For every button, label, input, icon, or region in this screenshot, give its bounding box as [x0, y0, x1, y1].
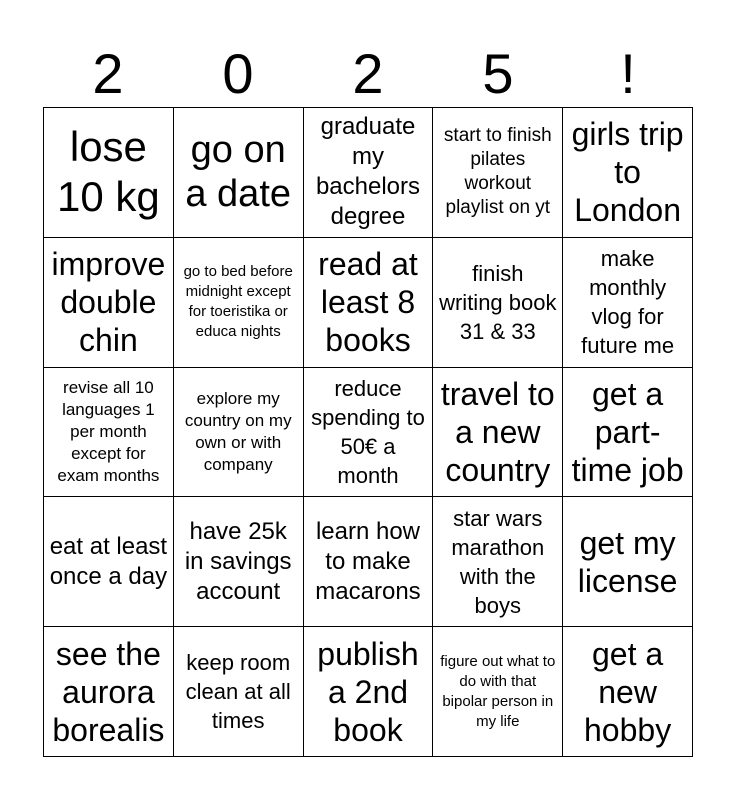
bingo-cell[interactable] — [44, 497, 174, 627]
bingo-cell[interactable] — [304, 368, 434, 498]
cell-text: star wars marathon with the boys — [451, 505, 545, 618]
cell-text: learn how to make macarons — [315, 517, 421, 605]
bingo-cell[interactable] — [304, 108, 434, 238]
cell-text: read at least 8 books — [318, 246, 418, 359]
cell-text: explore my country on my own or with company — [184, 388, 292, 474]
bingo-cell[interactable] — [304, 627, 434, 757]
cell-text: girls trip to London — [571, 116, 684, 229]
cell-text: figure out what to do with that bipolar person in my life — [440, 652, 556, 730]
cell-text: travel to a new country — [440, 375, 555, 488]
bingo-cell[interactable] — [433, 238, 563, 368]
header-letter: 0 — [222, 42, 254, 105]
bingo-cell[interactable] — [563, 497, 693, 627]
cell-text: have 25k in savings account — [184, 517, 292, 605]
cell-text: publish a 2nd book — [317, 635, 419, 748]
bingo-cell[interactable] — [304, 238, 434, 368]
cell-text: start to finish pilates workout playlist on yt — [443, 125, 552, 219]
bingo-cell[interactable] — [563, 108, 693, 238]
bingo-cell[interactable] — [44, 238, 174, 368]
bingo-cell[interactable] — [433, 627, 563, 757]
bingo-cell[interactable] — [174, 627, 304, 757]
cell-text: make monthly vlog for future me — [581, 246, 675, 359]
cell-text: see the aurora borealis — [52, 635, 165, 748]
bingo-cell[interactable] — [174, 238, 304, 368]
header-letter: 5 — [482, 42, 514, 105]
bingo-cell[interactable] — [174, 108, 304, 238]
cell-text: finish writing book 31 & 33 — [439, 260, 557, 344]
bingo-header — [43, 40, 693, 108]
cell-text: graduate my bachelors degree — [315, 113, 421, 231]
cell-text: go to bed before midnight except for toeristika or educa nights — [183, 263, 293, 341]
cell-text: eat at least once a day — [49, 532, 168, 590]
bingo-cell[interactable] — [44, 108, 174, 238]
cell-text: revise all 10 languages 1 per month except for exam months — [57, 377, 160, 485]
bingo-cell[interactable] — [433, 108, 563, 238]
header-letter: 2 — [352, 42, 384, 105]
bingo-cell[interactable] — [563, 238, 693, 368]
cell-text: go on a date — [185, 129, 292, 216]
cell-text: reduce spending to 50€ a month — [311, 375, 425, 488]
cell-text: get a part-time job — [571, 375, 684, 488]
bingo-cell[interactable] — [563, 627, 693, 757]
bingo-cell[interactable] — [433, 497, 563, 627]
bingo-cell[interactable] — [174, 368, 304, 498]
bingo-cell[interactable] — [304, 497, 434, 627]
header-letter: 2 — [92, 42, 124, 105]
cell-text: keep room clean at all times — [185, 650, 291, 734]
cell-text: improve double chin — [51, 246, 166, 359]
cell-text: get a new hobby — [584, 635, 672, 748]
header-letter: ! — [620, 42, 636, 105]
bingo-cell[interactable] — [563, 368, 693, 498]
cell-text: lose 10 kg — [57, 123, 160, 221]
bingo-cell[interactable] — [44, 368, 174, 498]
bingo-cell[interactable] — [174, 497, 304, 627]
bingo-cell[interactable] — [433, 368, 563, 498]
bingo-grid — [43, 107, 693, 757]
bingo-cell[interactable] — [44, 627, 174, 757]
cell-text: get my license — [577, 524, 678, 599]
